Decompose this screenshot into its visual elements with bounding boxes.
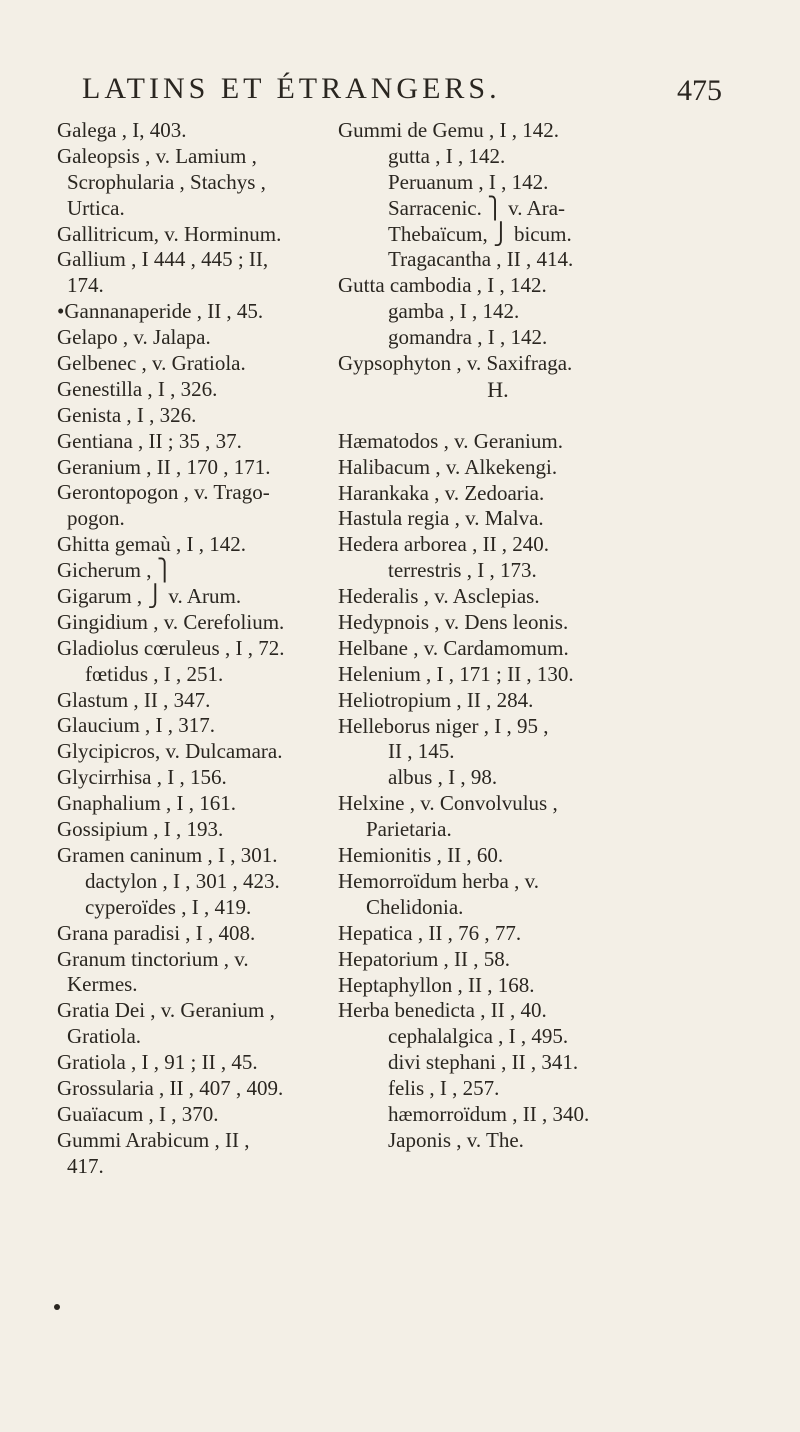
header-title: LATINS ET ÉTRANGERS. bbox=[82, 72, 501, 105]
index-entry: Gigarum , ⎭ v. Arum. bbox=[57, 584, 242, 609]
page-number: 475 bbox=[677, 74, 722, 107]
index-entry: Gnaphalium , I , 161. bbox=[57, 791, 237, 816]
index-entry: albus , I , 98. bbox=[388, 765, 498, 790]
index-entry: Gratia Dei , v. Geranium , bbox=[57, 998, 275, 1023]
index-entry: Gramen caninum , I , 301. bbox=[57, 842, 278, 867]
index-entry: Glastum , II , 347. bbox=[57, 687, 211, 712]
index-entry: Hemionitis , II , 60. bbox=[338, 843, 504, 868]
index-entry: Gelbenec , v. Gratiola. bbox=[57, 351, 246, 376]
index-entry: Gerontopogon , v. Trago- bbox=[57, 480, 270, 505]
index-entry: 417. bbox=[67, 1153, 104, 1178]
index-entry: Gentiana , II ; 35 , 37. bbox=[57, 428, 242, 453]
index-entry: Thebaïcum, ⎭ bicum. bbox=[388, 221, 572, 246]
index-entry: felis , I , 257. bbox=[388, 1076, 500, 1101]
index-entry: •Gannanaperide , II , 45. bbox=[57, 299, 264, 324]
index-entry: Galega , I, 403. bbox=[57, 118, 187, 142]
running-header bbox=[82, 72, 722, 118]
index-entry: Gladiolus cœruleus , I , 72. bbox=[57, 635, 285, 660]
index-entry: Hemorroïdum herba , v. bbox=[338, 868, 539, 893]
index-entry: cyperoïdes , I , 419. bbox=[85, 894, 252, 919]
index-entry: Gelapo , v. Jalapa. bbox=[57, 325, 211, 350]
index-entry: Helbane , v. Cardamomum. bbox=[338, 635, 569, 660]
index-entry: Gummi de Gemu , I , 142. bbox=[338, 118, 560, 142]
index-entry: Parietaria. bbox=[366, 817, 452, 842]
index-entry: Gratiola , I , 91 ; II , 45. bbox=[57, 1050, 258, 1075]
index-entry: II , 145. bbox=[388, 739, 455, 764]
index-entry: Hæmatodos , v. Geranium. bbox=[338, 428, 563, 453]
index-entry: Gossipium , I , 193. bbox=[57, 817, 224, 842]
index-entry: Kermes. bbox=[67, 972, 138, 997]
index-entry: Scrophularia , Stachys , bbox=[67, 169, 266, 194]
index-entry: Genista , I , 326. bbox=[57, 402, 197, 427]
index-entry: Geranium , II , 170 , 171. bbox=[57, 454, 271, 479]
index-entry: Hastula regia , v. Malva. bbox=[338, 506, 544, 531]
index-entry: Gummi Arabicum , II , bbox=[57, 1127, 250, 1152]
index-entry: fœtidus , I , 251. bbox=[85, 661, 224, 686]
index-entry: dactylon , I , 301 , 423. bbox=[85, 868, 280, 893]
ink-spot bbox=[54, 1304, 60, 1310]
index-entry: Harankaka , v. Zedoaria. bbox=[338, 480, 545, 505]
index-entry: Helxine , v. Convolvulus , bbox=[338, 791, 558, 816]
index-entry: Ghitta gemaù , I , 142. bbox=[57, 532, 246, 557]
index-entry: gomandra , I , 142. bbox=[388, 325, 548, 350]
index-entry: Herba benedicta , II , 40. bbox=[338, 998, 547, 1023]
index-entry: Urtica. bbox=[67, 195, 125, 220]
index-entry: Gallium , I 444 , 445 ; II, bbox=[57, 247, 269, 272]
index-entry: divi stephani , II , 341. bbox=[388, 1050, 579, 1075]
index-entry: Guaïacum , I , 370. bbox=[57, 1101, 219, 1126]
index-entry: Heptaphyllon , II , 168. bbox=[338, 972, 535, 997]
index-entry: Hepatica , II , 76 , 77. bbox=[338, 920, 522, 945]
index-entry: Sarracenic. ⎫ v. Ara- bbox=[388, 195, 566, 220]
index-entry: Tragacantha , II , 414. bbox=[388, 247, 574, 272]
index-entry: Halibacum , v. Alkekengi. bbox=[338, 454, 558, 479]
index-entry: Helenium , I , 171 ; II , 130. bbox=[338, 661, 574, 686]
index-entry: cephalalgica , I , 495. bbox=[388, 1024, 569, 1049]
section-heading: H. bbox=[487, 376, 509, 402]
index-entry: Hedera arborea , II , 240. bbox=[338, 532, 550, 557]
index-entry: Genestilla , I , 326. bbox=[57, 376, 218, 401]
index-entry: Gallitricum, v. Horminum. bbox=[57, 221, 282, 246]
index-entry: Hederalis , v. Asclepias. bbox=[338, 584, 540, 609]
index-entry: Japonis , v. The. bbox=[388, 1127, 524, 1152]
index-entry: hæmorroïdum , II , 340. bbox=[388, 1101, 590, 1126]
index-entry: Helleborus niger , I , 95 , bbox=[338, 713, 549, 738]
index-entry: Galeopsis , v. Lamium , bbox=[57, 143, 257, 168]
right-index-column bbox=[338, 118, 658, 1154]
index-entry: Glycipicros, v. Dulcamara. bbox=[57, 739, 283, 764]
index-entry: Gicherum , ⎫ bbox=[57, 558, 173, 583]
blank-line bbox=[338, 403, 658, 429]
index-entry: Hepatorium , II , 58. bbox=[338, 946, 511, 971]
index-entry: Grossularia , II , 407 , 409. bbox=[57, 1075, 284, 1100]
index-entry: Gypsophyton , v. Saxifraga. bbox=[338, 351, 573, 376]
index-entry: Hedypnois , v. Dens leonis. bbox=[338, 610, 569, 635]
index-entry: Gutta cambodia , I , 142. bbox=[338, 273, 547, 298]
index-entry: Granum tinctorium , v. bbox=[57, 946, 249, 971]
left-index-column bbox=[57, 118, 332, 1180]
index-entry: terrestris , I , 173. bbox=[388, 558, 537, 583]
index-entry: Gingidium , v. Cerefolium. bbox=[57, 609, 285, 634]
index-entry: 174. bbox=[67, 273, 104, 298]
index-entry: pogon. bbox=[67, 506, 125, 531]
index-entry: Glycirrhisa , I , 156. bbox=[57, 765, 227, 790]
index-entry: Heliotropium , II , 284. bbox=[338, 687, 534, 712]
index-entry: Grana paradisi , I , 408. bbox=[57, 920, 256, 945]
index-entry: Peruanum , I , 142. bbox=[388, 169, 549, 194]
index-entry: Gratiola. bbox=[67, 1024, 142, 1049]
index-entry: gamba , I , 142. bbox=[388, 299, 520, 324]
index-entry: Glaucium , I , 317. bbox=[57, 713, 216, 738]
index-entry: Chelidonia. bbox=[366, 894, 464, 919]
index-entry: gutta , I , 142. bbox=[388, 143, 506, 168]
